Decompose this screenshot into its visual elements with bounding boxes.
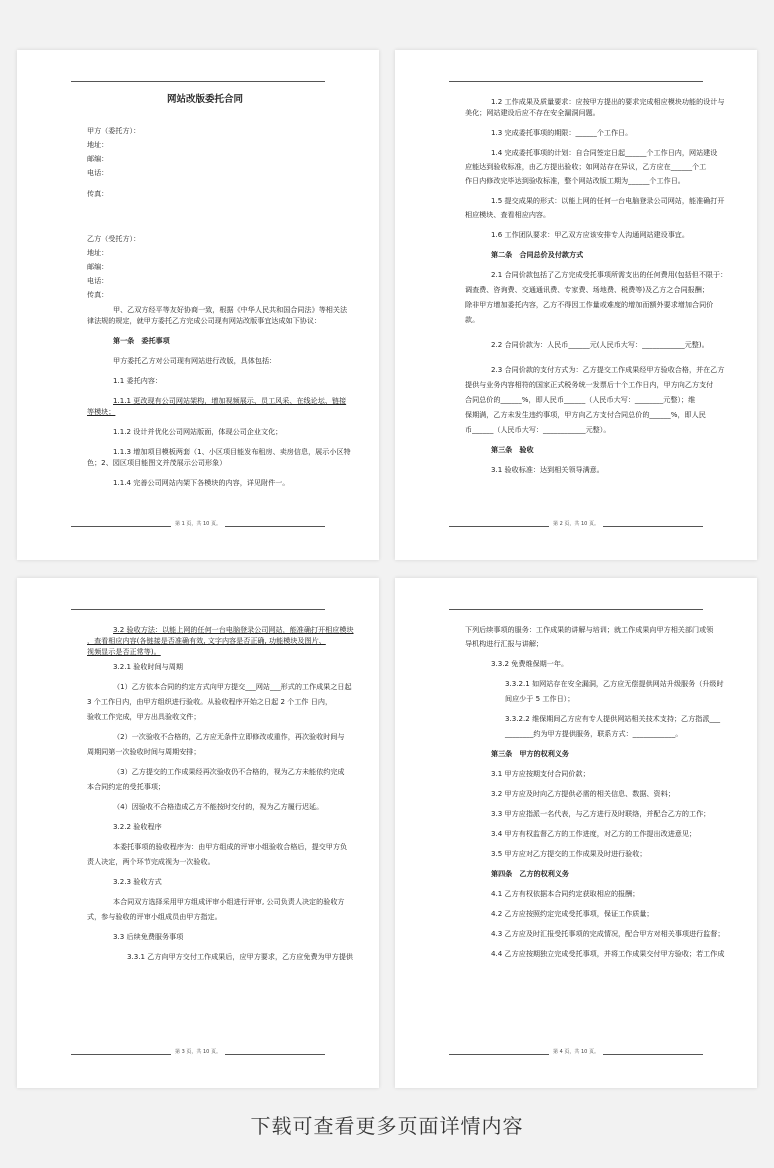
- text-line: 甲方（委托方）：: [87, 126, 141, 135]
- text-line: 4.1 乙方有权依据本合同约定获取相应的报酬；: [491, 889, 640, 898]
- text-line: 邮编：: [87, 262, 109, 271]
- text-line: 3.3.2 免费维保期一年。: [491, 659, 569, 668]
- text-line: 3.5 甲方应对乙方提交的工作成果及时进行验收；: [491, 849, 647, 858]
- text-line: 责人决定，两个环节完成视为一次验收。: [87, 857, 215, 866]
- header-rule: [449, 609, 703, 610]
- text-line: （4）因验收不合格造成乙方不能按时交付的，视为乙方履行迟延。: [113, 802, 324, 811]
- page-number: 第 2 页，共 10 页。: [549, 521, 603, 527]
- page-body: [465, 96, 728, 475]
- text-line: 除非甲方增加委托内容，乙方不得因工作量或难度的增加而额外要求增加合同价: [465, 300, 714, 309]
- text-line: 合同总价的______%，即人民币______（人民币大写：________元整）；维: [465, 395, 696, 404]
- text-line: ，查看相应内容(各链接是否准确有效, 文字内容是否正确, 功能模块及图片、: [87, 636, 326, 645]
- text-line: 1.1.1 更改现有公司网站架构，增加视频展示、员工风采、在线论坛、链接: [113, 396, 347, 405]
- text-line: 等模块；: [87, 407, 116, 416]
- text-line: 本委托事项的验收程序为：由甲方组成的评审小组验收合格后，提交甲方负: [113, 842, 348, 851]
- text-line: 3.2.3 验收方式: [113, 877, 162, 886]
- text-line: 地址：: [87, 140, 109, 149]
- text-line: （3）乙方提交的工作成果经再次验收仍不合格的，视为乙方未能依约完成: [113, 767, 345, 776]
- text-line: 甲、乙双方经平等友好协商一致，根据《中华人民共和国合同法》等相关法: [113, 305, 348, 314]
- document-page-2: [395, 50, 757, 560]
- text-line: 2.1 合同价款包括了乙方完成受托事项所需支出的任何费用(包括但不限于：: [491, 270, 728, 279]
- page-footer: [395, 1048, 757, 1055]
- text-line: 提供与业务内容相符的国家正式税务统一发票后十个工作日内，甲方向乙方支付: [465, 380, 714, 389]
- document-page-3: [17, 578, 379, 1088]
- text-line: 地址：: [87, 248, 109, 257]
- text-line: 传真：: [87, 189, 109, 198]
- text-line: 1.1 委托内容：: [113, 376, 163, 385]
- text-line: 间应少于 5 工作日）；: [505, 694, 575, 703]
- text-line: 3 个工作日内，由甲方组织进行验收。从验收程序开始之日起 2 个工作 日内，: [87, 697, 333, 706]
- page-body: [465, 624, 725, 959]
- text-line: 本合同双方选择采用甲方组成评审小组进行评审, 公司负责人决定的验收方: [113, 897, 345, 906]
- text-line: 3.2 甲方应及时向乙方提供必需的相关信息、数据、资料；: [491, 789, 675, 798]
- text-line: （2）一次验收不合格的，乙方应无条件立即修改或重作，再次验收时间与: [113, 732, 345, 741]
- text-line: 第三条 验收: [491, 445, 534, 454]
- text-line: 第三条 甲方的权利义务: [491, 749, 570, 758]
- text-line: 色；2、园区项目能图文并茂展示公司形象）: [87, 458, 227, 467]
- text-line: 1.3 完成委托事项的期限：______个工作日。: [491, 128, 633, 137]
- text-line: 3.3.1 乙方向甲方交付工作成果后，应甲方要求，乙方应免费为甲方提供: [127, 952, 354, 961]
- text-line: 邮编：: [87, 154, 109, 163]
- text-line: 1.2 工作成果及质量要求：应按甲方提出的要求完成相应模块功能的设计与: [491, 97, 725, 106]
- text-line: 第四条 乙方的权利义务: [491, 869, 570, 878]
- text-line: 作日内修改完毕达到验收标准，整个网站改版工期为______个工作日。: [465, 176, 685, 185]
- text-line: 3.3.2.2 维保期间乙方应有专人提供网站相关技术支持；乙方指派___: [505, 714, 721, 723]
- text-line: 1.1.4 完善公司网站内架下各模块的内容，详见附件一。: [113, 478, 290, 487]
- text-line: 应能达到验收标准，由乙方提出验收；如网站存在异议，乙方应在______个工: [465, 162, 707, 171]
- page-number: 第 4 页，共 10 页。: [549, 1049, 603, 1055]
- page-number: 第 1 页，共 10 页。: [171, 521, 225, 527]
- document-page-1: [17, 50, 379, 560]
- text-line: 2.2 合同价款为：人民币______元(人民币大写：____________元整)。: [491, 340, 709, 349]
- text-line: 3.3 甲方应指派一名代表，与乙方进行及时联络，并配合乙方的工作；: [491, 809, 711, 818]
- text-line: 3.2.2 验收程序: [113, 822, 162, 831]
- text-line: 第一条 委托事项: [113, 336, 170, 345]
- text-line: 3.3 后续免费服务事项: [113, 932, 184, 941]
- text-line: 电话：: [87, 168, 109, 177]
- text-line: 4.2 乙方应按照约定完成受托事项，保证工作质量；: [491, 909, 654, 918]
- text-line: 3.2 验收方法：以能上网的任何一台电脑登录公司网站，能准确打开相应模块: [113, 625, 354, 634]
- document-page-4: [395, 578, 757, 1088]
- text-line: 2.3 合同价款的支付方式为：乙方提交工作成果经甲方验收合格，并在乙方: [491, 365, 725, 374]
- text-line: 周期同第一次验收时间与周期安排；: [87, 747, 201, 756]
- text-line: 币______（人民币大写：____________元整）。: [465, 425, 611, 434]
- text-line: 本合同约定的受托事项；: [87, 782, 166, 791]
- text-line: 调查费、咨询费、交通通讯费、专家费、场地费、税费等)及乙方之合同报酬；: [465, 285, 709, 294]
- page-body: [87, 94, 351, 488]
- text-line: （1）乙方依本合同的约定方式向甲方提交___网站___形式的工作成果之日起: [113, 682, 352, 691]
- text-line: 验收工作完成，甲方出具验收文件；: [87, 712, 201, 721]
- text-line: 传真：: [87, 290, 109, 299]
- header-rule: [449, 81, 703, 82]
- text-line: 3.1 甲方应按期支付合同价款；: [491, 769, 590, 778]
- text-line: 3.1 验收标准：达到相关领导满意。: [491, 465, 604, 474]
- text-line: 4.4 乙方应按期独立完成受托事项，并将工作成果交付甲方验收；若工作成: [491, 949, 725, 958]
- download-caption: 下载可查看更多页面详情内容: [250, 1114, 524, 1138]
- page-body: [87, 624, 354, 962]
- text-line: 4.3 乙方应及时汇报受托事项的完成情况，配合甲方对相关事项进行监督；: [491, 929, 725, 938]
- text-line: ________约为甲方提供服务，联系方式：____________。: [505, 729, 683, 738]
- page-footer: [17, 1048, 379, 1055]
- text-line: 1.1.2 设计并优化公司网站版面，体现公司企业文化；: [113, 427, 283, 436]
- text-line: 3.2.1 验收时间与周期: [113, 662, 183, 671]
- text-line: 美化；网站建设后应不存在安全漏洞问题。: [465, 108, 600, 117]
- contract-title: 网站改版委托合同: [166, 94, 243, 105]
- text-line: 律法规的规定，就甲方委托乙方完成公司现有网站改版事宜达成如下协议：: [87, 316, 322, 325]
- text-line: 甲方委托乙方对公司现有网站进行改版，具体包括：: [113, 356, 277, 365]
- text-line: 1.6 工作团队要求：甲乙双方应该安排专人沟通网站建设事宜。: [491, 230, 689, 239]
- text-line: 下列后续事项的服务：工作成果的讲解与培训；就工作成果向甲方相关部门或领: [465, 625, 714, 634]
- page-footer: [17, 520, 379, 527]
- text-line: 电话：: [87, 276, 109, 285]
- text-line: 款。: [465, 315, 480, 324]
- header-rule: [71, 81, 325, 82]
- text-line: 视频显示是否正常等)。: [87, 647, 161, 656]
- text-line: 3.4 甲方有权监督乙方的工作进度，对乙方的工作提出改进意见；: [491, 829, 697, 838]
- text-line: 第二条 合同总价及付款方式: [491, 250, 584, 259]
- text-line: 1.4 完成委托事项的计划：自合同签定日起______个工作日内，网站建设: [491, 148, 718, 157]
- text-line: 保期满，乙方未发生违约事项，甲方向乙方支付合同总价的______%，即人民: [465, 410, 706, 419]
- text-line: 乙方（受托方）：: [87, 234, 141, 243]
- text-line: 导机构进行汇报与讲解；: [465, 639, 544, 648]
- text-line: 1.1.3 增加项目模板两套（1、小区项目能发布租房、卖房信息，展示小区特: [113, 447, 351, 456]
- text-line: 式，参与验收的评审小组成员由甲方指定。: [87, 912, 222, 921]
- header-rule: [71, 609, 325, 610]
- text-line: 3.3.2.1 如网站存在安全漏洞，乙方应无偿提供网站升级服务（升级时: [505, 679, 724, 688]
- page-footer: [395, 520, 757, 527]
- page-number: 第 3 页，共 10 页。: [171, 1049, 225, 1055]
- text-line: 相应模块、查看相应内容。: [465, 210, 551, 219]
- text-line: 1.5 提交成果的形式：以能上网的任何一台电脑登录公司网站，能准确打开: [491, 196, 725, 205]
